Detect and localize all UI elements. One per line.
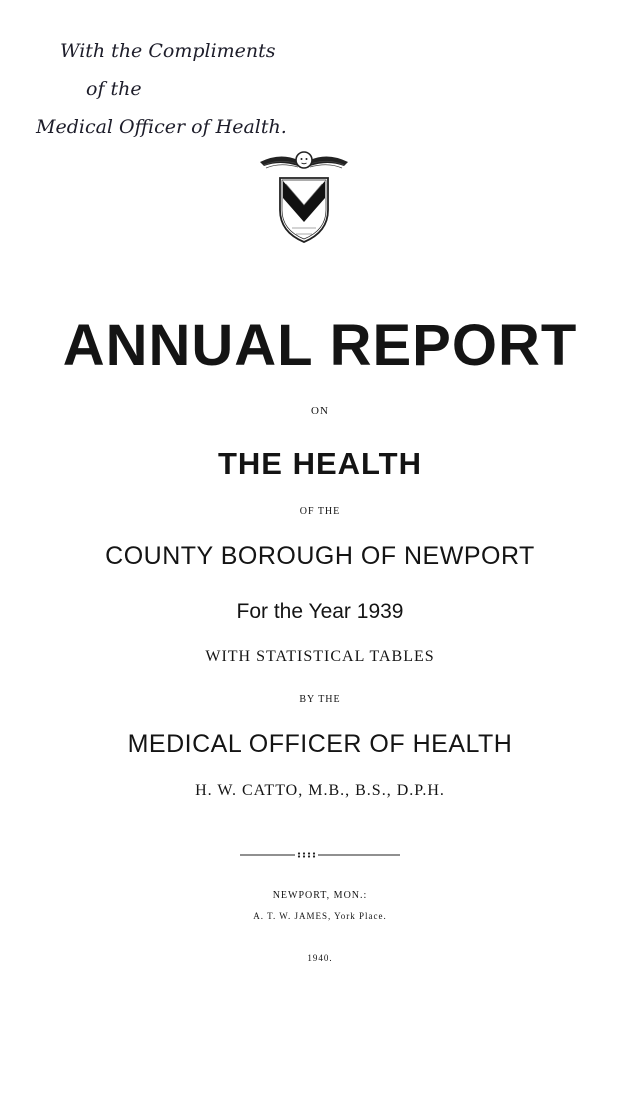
newport-coat-of-arms-icon: [258, 148, 350, 248]
report-title: ANNUAL REPORT: [62, 313, 578, 378]
imprint-printer: A. T. W. JAMES, York Place.: [253, 911, 387, 921]
connector-by-the: BY THE: [299, 694, 341, 705]
inscription-line-1: With the Compliments: [60, 40, 276, 62]
statistical-tables-note: WITH STATISTICAL TABLES: [205, 648, 435, 665]
inscription-line-2: of the: [86, 78, 142, 100]
officer-title: MEDICAL OFFICER OF HEALTH: [127, 730, 513, 758]
connector-of-the: OF THE: [299, 506, 341, 517]
inscription-line-3: Medical Officer of Health.: [36, 116, 287, 138]
report-subject: THE HEALTH: [217, 446, 423, 481]
ornamental-divider: [240, 845, 400, 851]
imprint-place: NEWPORT, MON.:: [272, 890, 368, 901]
author-name: H. W. CATTO, M.B., B.S., D.P.H.: [195, 782, 445, 799]
connector-on: ON: [311, 405, 329, 417]
borough-name: COUNTY BOROUGH OF NEWPORT: [105, 542, 535, 570]
report-year: For the Year 1939: [236, 600, 404, 623]
publication-year: 1940.: [307, 953, 333, 963]
